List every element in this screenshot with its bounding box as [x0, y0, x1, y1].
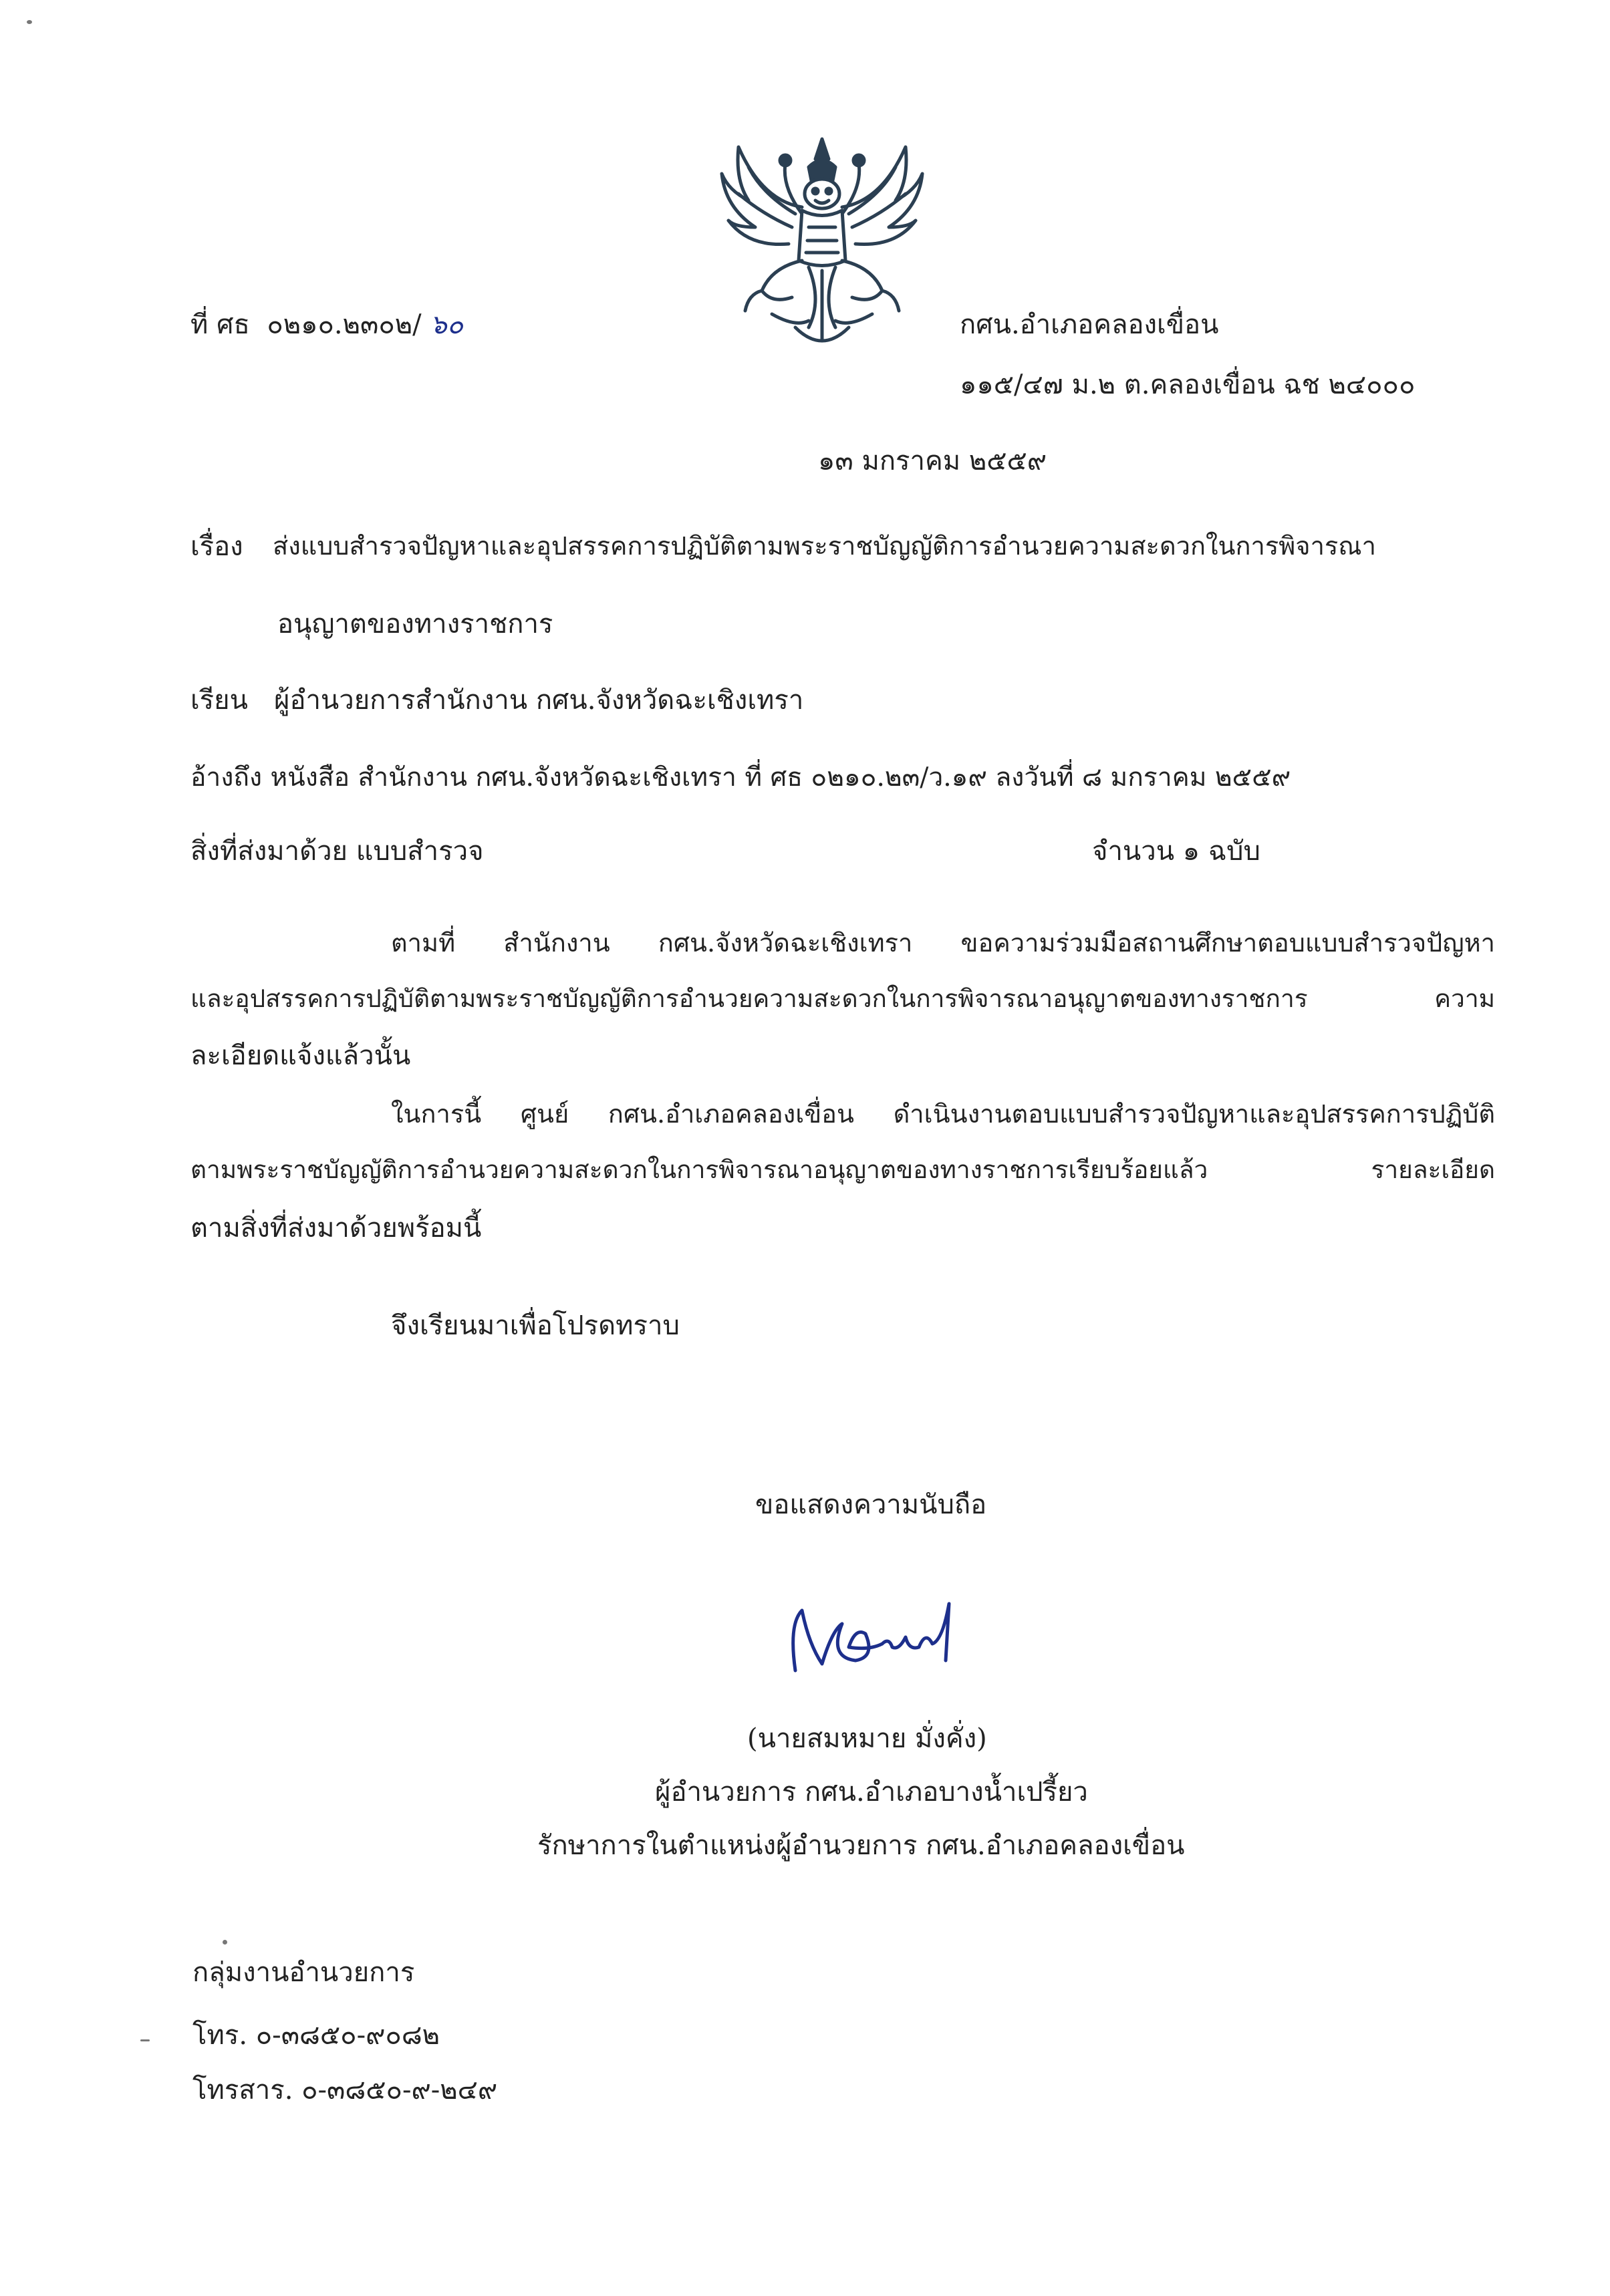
to-label: เรียน: [190, 685, 248, 716]
subject-label: เรื่อง: [190, 531, 243, 562]
fax: โทรสาร. ๐-๓๘๕๐-๙-๒๔๙: [192, 2075, 498, 2106]
closing-respect: ขอแสดงความนับถือ: [755, 1489, 987, 1520]
ref-number: ๐๒๑๐.๒๓๐๒/: [267, 309, 422, 340]
scan-speck: [27, 20, 32, 24]
paragraph-1-line-3: ละเอียดแจ้งแล้วนั้น: [190, 1040, 411, 1071]
paragraph-2-line-2: ตามพระราชบัญญัติการอำนวยความสะดวกในการพิจารณาอนุญาตของทางราชการเรียบร้อยแล้ว รายละเอียด: [190, 1155, 1495, 1184]
department-name: กลุ่มงานอำนวยการ: [192, 1957, 415, 1988]
to-text: ผู้อำนวยการสำนักงาน กศน.จังหวัดฉะเชิงเทรา: [274, 685, 804, 716]
enclosure-line: [190, 838, 484, 865]
garuda-emblem-icon: [708, 127, 936, 357]
signer-name: (นายสมหมาย มั่งคั่ง): [747, 1723, 987, 1754]
paragraph-1-line-2: และอุปสรรคการปฏิบัติตามพระราชบัญญัติการอำนวยความสะดวกในการพิจารณาอนุญาตของทางราชการ ความ: [190, 984, 1495, 1013]
reference-text: หนังสือ สำนักงาน กศน.จังหวัดฉะเชิงเทรา ที่ ศธ ๐๒๑๐.๒๓/ว.๑๙ ลงวันที่ ๘ มกราคม ๒๕๕๙: [270, 762, 1291, 793]
telephone: โทร. ๐-๓๘๕๐-๙๐๘๒: [192, 2020, 440, 2051]
enclosure-label: สิ่งที่ส่งมาด้วย: [190, 836, 348, 867]
reference-label: อ้างถึง: [190, 762, 263, 793]
ref-label: ที่ ศธ: [190, 309, 250, 340]
paragraph-1-line-1: ตามที่ สำนักงาน กศน.จังหวัดฉะเชิงเทรา ขอความร่วมมือสถานศึกษาตอบแบบสำรวจปัญหา: [391, 928, 1495, 958]
subject-line-1: ส่งแบบสำรวจปัญหาและอุปสรรคการปฏิบัติตามพระราชบัญญัติการอำนวยความสะดวกในการพิจารณา: [273, 531, 1376, 561]
scan-speck: [223, 1940, 227, 1945]
reference-line: [190, 764, 1291, 791]
subject-line-2: อนุญาตของทางราชการ: [277, 609, 553, 639]
sender-office: กศน.อำเภอคลองเขื่อน: [960, 309, 1219, 340]
ref-handwritten-number: ๖๐: [430, 309, 464, 340]
enclosure-text: แบบสำรวจ: [356, 836, 484, 867]
scan-speck: [140, 2039, 150, 2041]
handwritten-signature: [782, 1584, 982, 1684]
closing-request: จึงเรียนมาเพื่อโปรดทราบ: [391, 1310, 680, 1341]
enclosure-quantity: จำนวน ๑ ฉบับ: [1092, 836, 1260, 867]
paragraph-2-line-1: ในการนี้ ศูนย์ กศน.อำเภอคลองเขื่อน ดำเนินงานตอบแบบสำรวจปัญหาและอุปสรรคการปฏิบัติ: [391, 1099, 1495, 1129]
sender-address: ๑๑๕/๔๗ ม.๒ ต.คลองเขื่อน ฉช ๒๔๐๐๐: [960, 370, 1416, 400]
signer-title: ผู้อำนวยการ กศน.อำเภอบางน้ำเปรี้ยว: [655, 1777, 1088, 1808]
paragraph-2-line-3: ตามสิ่งที่ส่งมาด้วยพร้อมนี้: [190, 1213, 482, 1244]
signer-acting-title: รักษาการในตำแหน่งผู้อำนวยการ กศน.อำเภอคลองเขื่อน: [537, 1830, 1185, 1861]
letter-date: ๑๓ มกราคม ๒๕๕๙: [818, 446, 1047, 476]
reference-number-line: [190, 311, 463, 338]
